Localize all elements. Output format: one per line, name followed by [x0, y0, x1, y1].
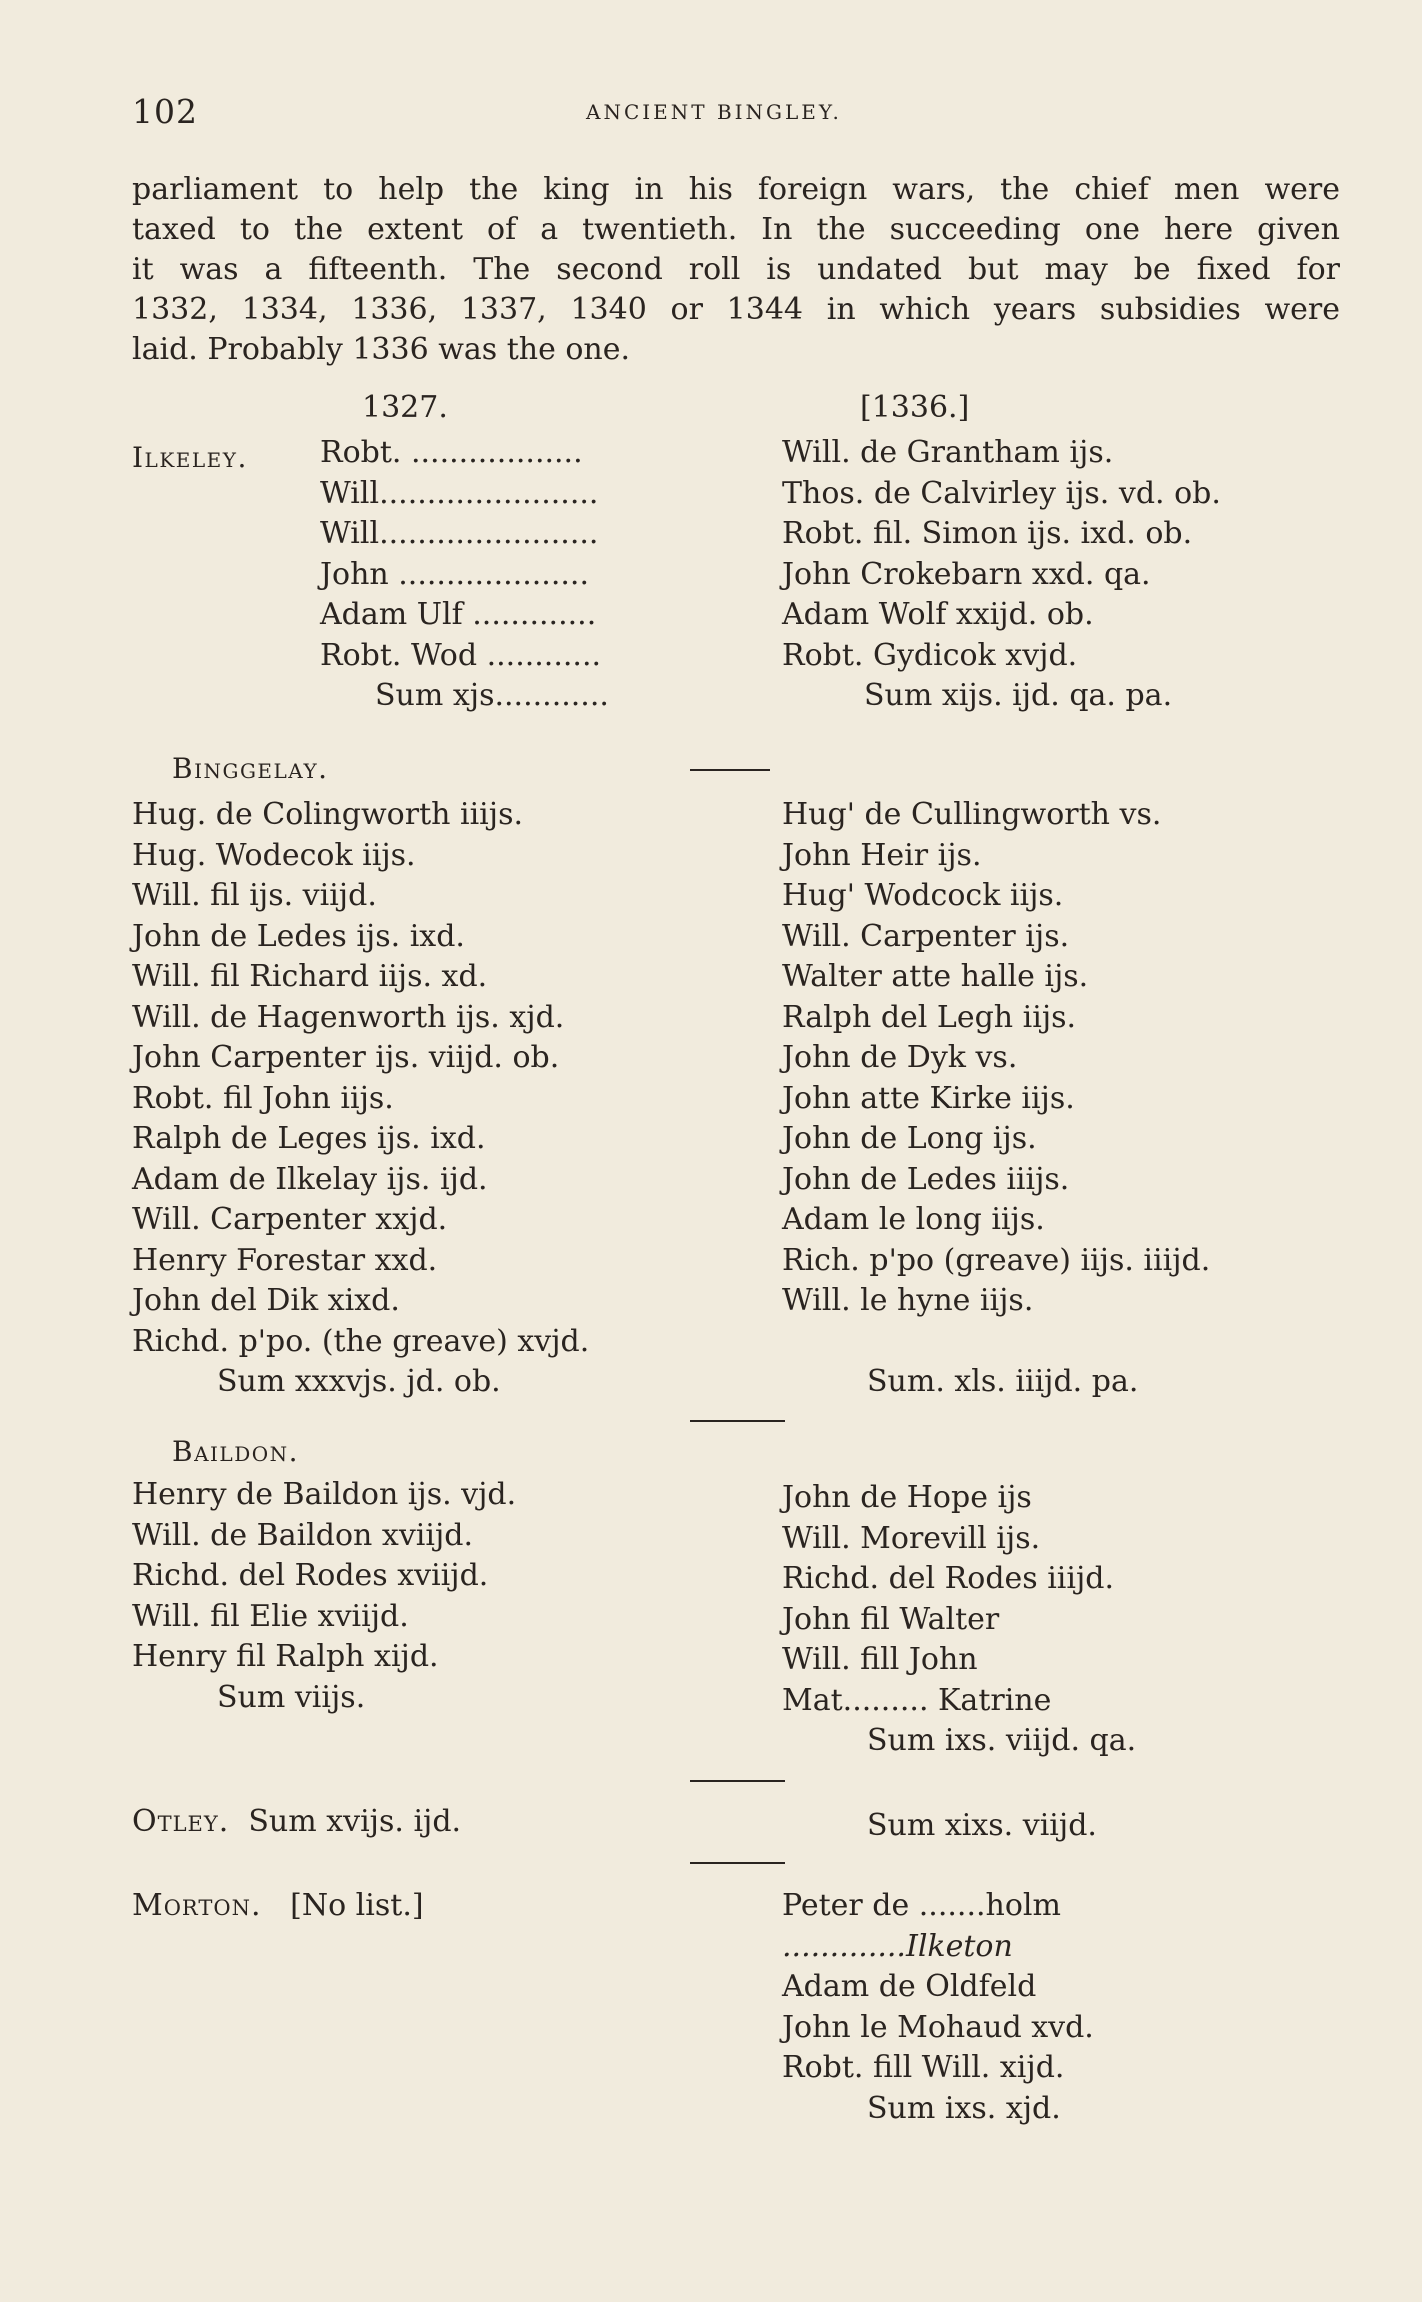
list-item: Rich. p'po (greave) iijs. iiijd. [782, 1242, 1211, 1278]
list-item: Will. fill John [782, 1642, 978, 1677]
otley-1336-line [867, 1806, 1097, 1847]
list-item: Peter de .......holm [782, 1888, 1061, 1923]
sum-line: Sum ixs. viijd. qa. [867, 1723, 1137, 1758]
place-heading-otley: Otley. [132, 1804, 230, 1839]
list-item: Ralph del Legh iijs. [782, 999, 1077, 1035]
list-item: Mat......... Katrine [782, 1682, 1052, 1718]
list-item: Robt. fill Will. xijd. [782, 2050, 1065, 2085]
sum-line: Sum. xls. iiijd. pa. [867, 1364, 1139, 1399]
list-item: Will....................... [320, 516, 599, 551]
list-item: Adam de Oldfeld [782, 1969, 1037, 2004]
year-heading-right: [1336.] [860, 390, 970, 425]
list-item: Will. de Hagenworth ijs. xjd. [132, 999, 565, 1035]
list-item: John le Mohaud xvd. [782, 2009, 1094, 2045]
list-item: Will. fil Richard iijs. xd. [132, 959, 488, 994]
intro-line: it was a fifteenth. The second roll is undated but may be fixed for [132, 252, 1340, 287]
place-heading-baildon: Baildon. [172, 1435, 300, 1468]
morton-1327-line [132, 1886, 424, 1927]
list-item: Richd. del Rodes xviijd. [132, 1558, 489, 1593]
otley-1327-line [132, 1802, 461, 1843]
sum-line: Sum xvijs. ijd. [248, 1804, 462, 1839]
sum-line: Sum ixs. xjd. [867, 2090, 1061, 2126]
list-item: Will. de Grantham ijs. [782, 435, 1114, 470]
list-item: Adam Ulf ............. [320, 597, 597, 632]
list-item: John de Ledes iiijs. [782, 1161, 1070, 1197]
list-item: Hug. de Colingworth iiijs. [132, 797, 523, 832]
list-item: John Crokebarn xxd. qa. [782, 556, 1151, 592]
list-item: Richd. p'po. (the greave) xvjd. [132, 1323, 590, 1359]
list-item: Henry fil Ralph xijd. [132, 1639, 439, 1674]
list-item: Adam de Ilkelay ijs. ijd. [132, 1161, 488, 1197]
list-item: .............Ilketon [782, 1928, 1013, 1964]
list-item: Robt. Wod ............ [320, 637, 602, 673]
list-item: Thos. de Calvirley ijs. vd. ob. [782, 475, 1221, 511]
section-divider [690, 1780, 785, 1782]
sum-line: Sum xxxvjs. jd. ob. [217, 1364, 501, 1399]
morton-1336-list [782, 1886, 1094, 2129]
list-item: John del Dik xixd. [132, 1283, 400, 1318]
page-number: 102 [132, 92, 198, 131]
list-item: Hug. Wodecok iijs. [132, 837, 416, 873]
intro-paragraph [132, 170, 1340, 370]
list-item: Robt. fil. Simon ijs. ixd. ob. [782, 516, 1193, 551]
list-item: Hug' Wodcock iijs. [782, 878, 1064, 913]
baildon-1327-list [132, 1475, 516, 1718]
list-item: Henry de Baildon ijs. vjd. [132, 1477, 517, 1512]
list-item: Will. Carpenter ijs. [782, 918, 1070, 954]
section-divider [690, 1420, 785, 1422]
list-item: John Carpenter ijs. viijd. ob. [132, 1040, 560, 1075]
list-item: John de Long ijs. [782, 1121, 1037, 1156]
place-heading-binggelay: Binggelay. [172, 752, 329, 785]
list-item: John atte Kirke iijs. [782, 1080, 1075, 1116]
intro-line: parliament to help the king in his foreign wars, the chief men were [132, 172, 1340, 207]
intro-line: laid. Probably 1336 was the one. [132, 332, 631, 367]
list-item: Henry Forestar xxd. [132, 1242, 438, 1278]
list-item: John fil Walter [782, 1601, 1000, 1637]
intro-line: taxed to the extent of a twentieth. In the succeeding one here given [132, 212, 1340, 247]
list-item: Robt. Gydicok xvjd. [782, 637, 1078, 673]
list-item: Will. de Baildon xviijd. [132, 1517, 474, 1553]
intro-line: 1332, 1334, 1336, 1337, 1340 or 1344 in which years subsidies were [132, 292, 1340, 327]
sum-line: Sum xixs. viijd. [867, 1808, 1097, 1843]
list-item: John .................... [320, 556, 589, 592]
sum-line: Sum viijs. [217, 1679, 366, 1715]
ilkeley-1327-list [320, 433, 609, 717]
list-item: Adam Wolf xxijd. ob. [782, 597, 1094, 632]
place-heading-ilkeley: Ilkeley. [132, 441, 248, 474]
list-item: Robt. fil John iijs. [132, 1080, 394, 1116]
list-item: John de Dyk vs. [782, 1040, 1018, 1075]
list-item: Hug' de Cullingworth vs. [782, 797, 1162, 832]
list-item: John Heir ijs. [782, 837, 982, 873]
list-item [782, 1322, 1210, 1363]
list-item: Walter atte halle ijs. [782, 959, 1089, 994]
running-title: ANCIENT BINGLEY. [586, 100, 842, 124]
list-item: Will. fil Elie xviijd. [132, 1598, 409, 1634]
ilkeley-1336-list [782, 433, 1221, 717]
year-heading-left: 1327. [362, 390, 448, 425]
section-divider [690, 1862, 785, 1864]
sum-line: Sum xjs............ [375, 678, 609, 713]
list-item: Will. Morevill ijs. [782, 1520, 1041, 1556]
sum-line: Sum xijs. ijd. qa. pa. [864, 678, 1173, 713]
section-divider [690, 769, 770, 771]
list-item: Richd. del Rodes iiijd. [782, 1561, 1115, 1596]
no-list-note: [No list.] [290, 1888, 424, 1923]
binggelay-1327-list [132, 795, 589, 1403]
place-heading-morton: Morton. [132, 1888, 262, 1923]
list-item: Robt. .................. [320, 435, 583, 470]
list-item: Will. le hyne iijs. [782, 1283, 1034, 1318]
list-item: John de Ledes ijs. ixd. [132, 918, 465, 954]
list-item: Adam le long iijs. [782, 1202, 1045, 1237]
list-item: John de Hope ijs [782, 1480, 1032, 1515]
list-item: Will. fil ijs. viijd. [132, 878, 377, 913]
list-item: Will....................... [320, 475, 599, 511]
list-item: Will. Carpenter xxjd. [132, 1202, 448, 1237]
baildon-1336-list [782, 1478, 1136, 1762]
list-item: Ralph de Leges ijs. ixd. [132, 1121, 486, 1156]
binggelay-1336-list [782, 795, 1210, 1403]
